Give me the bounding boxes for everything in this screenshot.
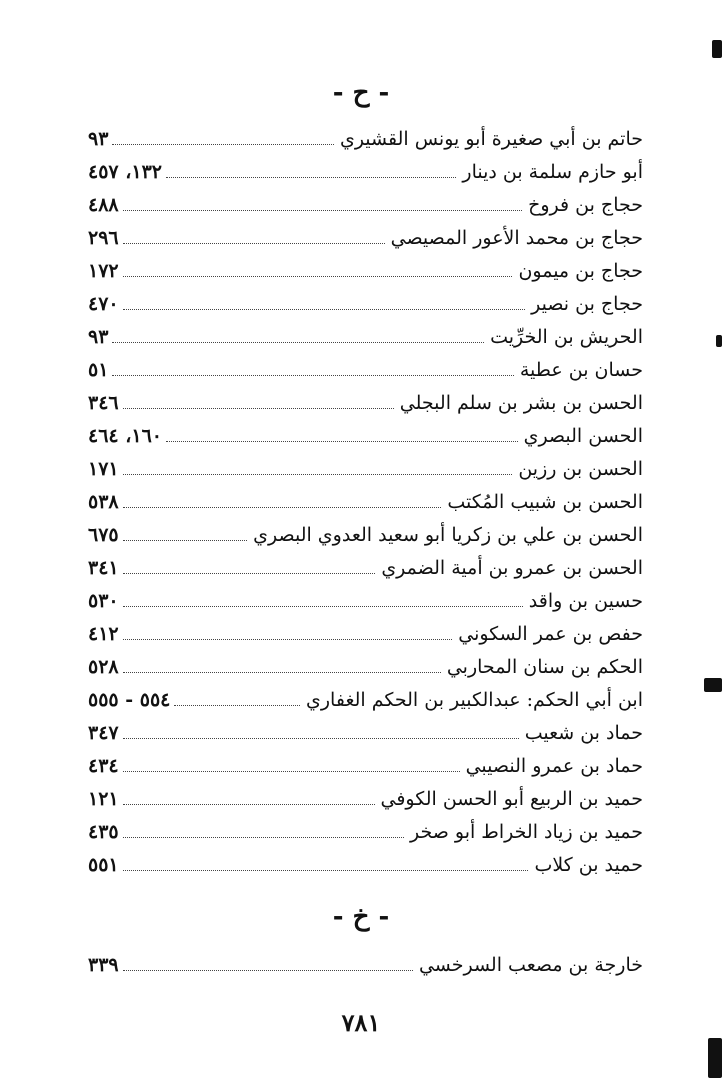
entry-pages: ١٧١ bbox=[88, 458, 119, 480]
entry-name: حميد بن الربيع أبو الحسن الكوفي bbox=[380, 788, 643, 810]
leader-dots bbox=[166, 441, 518, 442]
index-entry bbox=[88, 547, 643, 580]
section-heading-ha: - ح - bbox=[332, 78, 390, 108]
scan-edge-mark bbox=[704, 678, 722, 692]
index-entry bbox=[88, 217, 643, 250]
index-entry bbox=[88, 448, 643, 481]
index-entry bbox=[88, 679, 643, 712]
entry-name: حميد بن زياد الخراط أبو صخر bbox=[409, 821, 643, 843]
entry-pages: ٥٥٤ - ٥٥٥ bbox=[88, 689, 171, 711]
index-entry bbox=[88, 283, 643, 316]
entry-name: حجاج بن محمد الأعور المصيصي bbox=[390, 227, 643, 249]
index-entry bbox=[88, 844, 643, 877]
scan-edge-mark bbox=[712, 40, 722, 58]
entry-name: الحسن بن علي بن زكريا أبو سعيد العدوي البصري bbox=[253, 524, 643, 546]
entry-pages: ١٧٢ bbox=[88, 260, 119, 282]
leader-dots bbox=[112, 375, 513, 376]
entry-pages: ٤١٢ bbox=[88, 623, 119, 645]
entry-pages: ١٣٢، ٤٥٧ bbox=[88, 161, 162, 183]
scan-edge-mark bbox=[708, 1038, 722, 1078]
leader-dots bbox=[112, 342, 484, 343]
leader-dots bbox=[112, 144, 334, 145]
leader-dots bbox=[123, 243, 385, 244]
entry-name: حجاج بن نصير bbox=[531, 293, 643, 315]
entry-name: حماد بن شعيب bbox=[524, 722, 643, 744]
leader-dots bbox=[123, 837, 404, 838]
index-entry bbox=[88, 250, 643, 283]
leader-dots bbox=[123, 970, 413, 971]
scan-edge-mark bbox=[716, 335, 722, 347]
entry-pages: ٣٤٦ bbox=[88, 392, 119, 414]
leader-dots bbox=[123, 507, 442, 508]
leader-dots bbox=[166, 177, 456, 178]
leader-dots bbox=[123, 573, 376, 574]
leader-dots bbox=[123, 804, 375, 805]
entry-pages: ٣٤١ bbox=[88, 557, 119, 579]
leader-dots bbox=[174, 705, 300, 706]
entry-name: حسين بن واقد bbox=[528, 590, 643, 612]
entry-pages: ٩٣ bbox=[88, 128, 109, 150]
entry-pages: ٣٤٧ bbox=[88, 722, 119, 744]
index-entry bbox=[88, 349, 643, 382]
entry-name: الحريش بن الخرِّيت bbox=[490, 326, 643, 348]
index-entry bbox=[88, 118, 643, 151]
leader-dots bbox=[123, 606, 523, 607]
entry-pages: ٥٢٨ bbox=[88, 656, 119, 678]
index-entry bbox=[88, 944, 643, 977]
entry-name: الحسن البصري bbox=[523, 425, 643, 447]
entry-pages: ٥٣٨ bbox=[88, 491, 119, 513]
index-list-kha bbox=[88, 944, 643, 977]
entry-pages: ١٦٠، ٤٦٤ bbox=[88, 425, 162, 447]
entry-pages: ١٢١ bbox=[88, 788, 119, 810]
leader-dots bbox=[123, 276, 513, 277]
entry-pages: ٣٣٩ bbox=[88, 954, 119, 976]
entry-name: الحسن بن عمرو بن أمية الضمري bbox=[381, 557, 643, 579]
entry-name: ابن أبي الحكم: عبدالكبير بن الحكم الغفاري bbox=[306, 689, 643, 711]
entry-pages: ٢٩٦ bbox=[88, 227, 119, 249]
index-entry bbox=[88, 778, 643, 811]
entry-name: حجاج بن ميمون bbox=[518, 260, 643, 282]
leader-dots bbox=[123, 870, 529, 871]
leader-dots bbox=[123, 474, 513, 475]
leader-dots bbox=[123, 540, 248, 541]
entry-pages: ٤٣٥ bbox=[88, 821, 119, 843]
entry-name: خارجة بن مصعب السرخسي bbox=[418, 954, 643, 976]
entry-pages: ٤٧٠ bbox=[88, 293, 119, 315]
index-entry bbox=[88, 745, 643, 778]
index-entry bbox=[88, 811, 643, 844]
index-entry bbox=[88, 613, 643, 646]
index-entry bbox=[88, 382, 643, 415]
index-entry bbox=[88, 514, 643, 547]
leader-dots bbox=[123, 738, 519, 739]
entry-name: حجاج بن فروخ bbox=[528, 194, 643, 216]
index-entry bbox=[88, 316, 643, 349]
leader-dots bbox=[123, 408, 394, 409]
index-entry bbox=[88, 481, 643, 514]
index-entry bbox=[88, 415, 643, 448]
entry-name: حفص بن عمر السكوني bbox=[458, 623, 643, 645]
entry-name: الحسن بن بشر بن سلم البجلي bbox=[399, 392, 643, 414]
leader-dots bbox=[123, 771, 460, 772]
index-entry bbox=[88, 184, 643, 217]
entry-pages: ٥٣٠ bbox=[88, 590, 119, 612]
entry-name: الحسن بن شبيب المُكتب bbox=[447, 491, 643, 513]
index-entry bbox=[88, 712, 643, 745]
entry-pages: ٦٧٥ bbox=[88, 524, 119, 546]
index-entry bbox=[88, 646, 643, 679]
entry-pages: ٩٣ bbox=[88, 326, 109, 348]
entry-pages: ٤٣٤ bbox=[88, 755, 119, 777]
entry-name: أبو حازم سلمة بن دينار bbox=[462, 161, 643, 183]
page-number: ٧٨١ bbox=[341, 1008, 381, 1037]
entry-name: الحكم بن سنان المحاربي bbox=[446, 656, 643, 678]
leader-dots bbox=[123, 672, 441, 673]
index-entry bbox=[88, 580, 643, 613]
leader-dots bbox=[123, 309, 525, 310]
entry-pages: ٥١ bbox=[88, 359, 109, 381]
entry-name: حميد بن كلاب bbox=[534, 854, 643, 876]
index-entry bbox=[88, 151, 643, 184]
leader-dots bbox=[123, 639, 453, 640]
entry-name: حاتم بن أبي صغيرة أبو يونس القشيري bbox=[339, 128, 643, 150]
entry-name: حماد بن عمرو النصيبي bbox=[465, 755, 643, 777]
entry-name: الحسن بن رزين bbox=[518, 458, 643, 480]
entry-name: حسان بن عطية bbox=[519, 359, 643, 381]
index-list-ha bbox=[88, 118, 643, 877]
leader-dots bbox=[123, 210, 522, 211]
entry-pages: ٥٥١ bbox=[88, 854, 119, 876]
section-heading-kha: - خ - bbox=[332, 902, 390, 932]
entry-pages: ٤٨٨ bbox=[88, 194, 119, 216]
